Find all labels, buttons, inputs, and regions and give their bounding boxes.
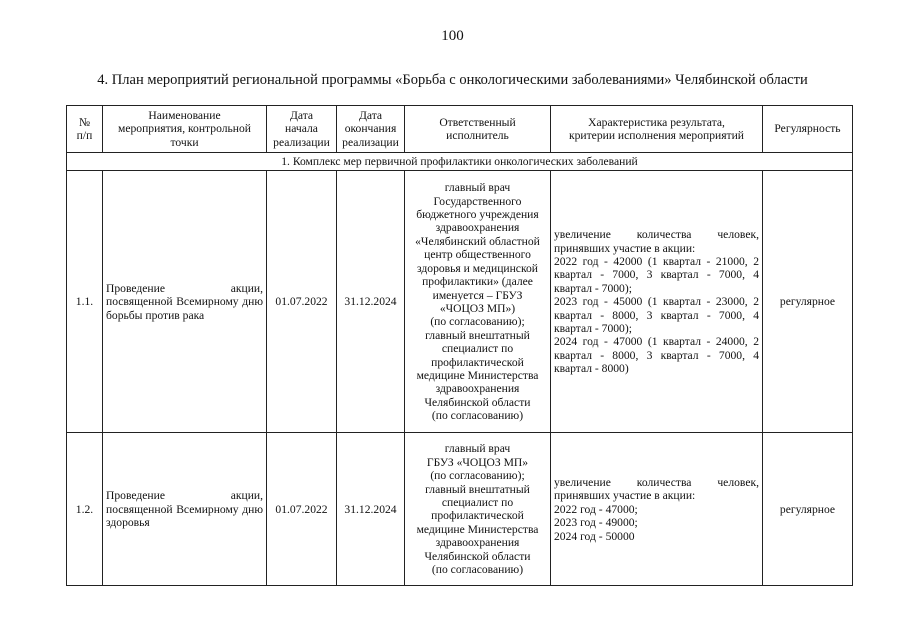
row-end-date: 31.12.2024 [337,433,405,586]
table-header-row [67,106,853,153]
page-number: 100 [441,28,464,44]
row-executor: главный врач ГБУЗ «ЧОЦОЗ МП» (по согласованию); главный внештатный специалист по профилактической медицине Министерства здравоохранения Челябинской области (по согласованию) [405,433,551,586]
header-start-date: Дата начала реализации [267,106,337,153]
activity-plan-table [66,105,853,586]
header-end-date: Дата окончания реализации [337,106,405,153]
header-executor: Ответственный исполнитель [405,106,551,153]
header-number: № п/п [67,106,103,153]
header-activity-name: Наименование мероприятия, контрольной точки [103,106,267,153]
header-regularity: Регулярность [763,106,853,153]
row-activity-name: Проведение акции, посвященной Всемирному дню борьбы против рака [103,171,267,433]
section-title: 1. Комплекс мер первичной профилактики онкологических заболеваний [67,153,853,171]
row-end-date: 31.12.2024 [337,171,405,433]
document-title: 4. План мероприятий региональной программы «Борьба с онкологическими заболеваниями» Челябинской области [97,72,808,88]
table-row [67,433,853,586]
row-result: увеличение количества человек, принявших участие в акции: 2022 год - 47000; 2023 год - 49000; 2024 год - 50000 [551,433,763,586]
row-number: 1.1. [67,171,103,433]
table-row [67,171,853,433]
row-result: увеличение количества человек, принявших участие в акции: 2022 год - 42000 (1 квартал - 21000, 2 квартал - 7000, 3 квартал - 7000, 4 квартал - 7000); 2023 год - 45000 (1 квартал - 23000, 2 квартал - 8000, 3 квартал - 7000, 4 квартал - 7000); 2024 год - 47000 (1 квартал - 24000, 2 квартал - 8000, 3 квартал - 7000, 4 квартал - 8000) [551,171,763,433]
row-regularity: регулярное [763,433,853,586]
row-activity-name: Проведение акции, посвященной Всемирному дню здоровья [103,433,267,586]
row-regularity: регулярное [763,171,853,433]
row-start-date: 01.07.2022 [267,433,337,586]
header-result: Характеристика результата, критерии исполнения мероприятий [551,106,763,153]
row-start-date: 01.07.2022 [267,171,337,433]
section-row [67,153,853,171]
row-executor: главный врач Государственного бюджетного учреждения здравоохранения «Челябинский областной центр общественного здоровья и медицинской профилактики» (далее именуется – ГБУЗ «ЧОЦОЗ МП») (по согласованию); главный внештатный специалист по профилактической медицине Министерства здравоохранения Челябинской области (по согласованию) [405,171,551,433]
row-number: 1.2. [67,433,103,586]
